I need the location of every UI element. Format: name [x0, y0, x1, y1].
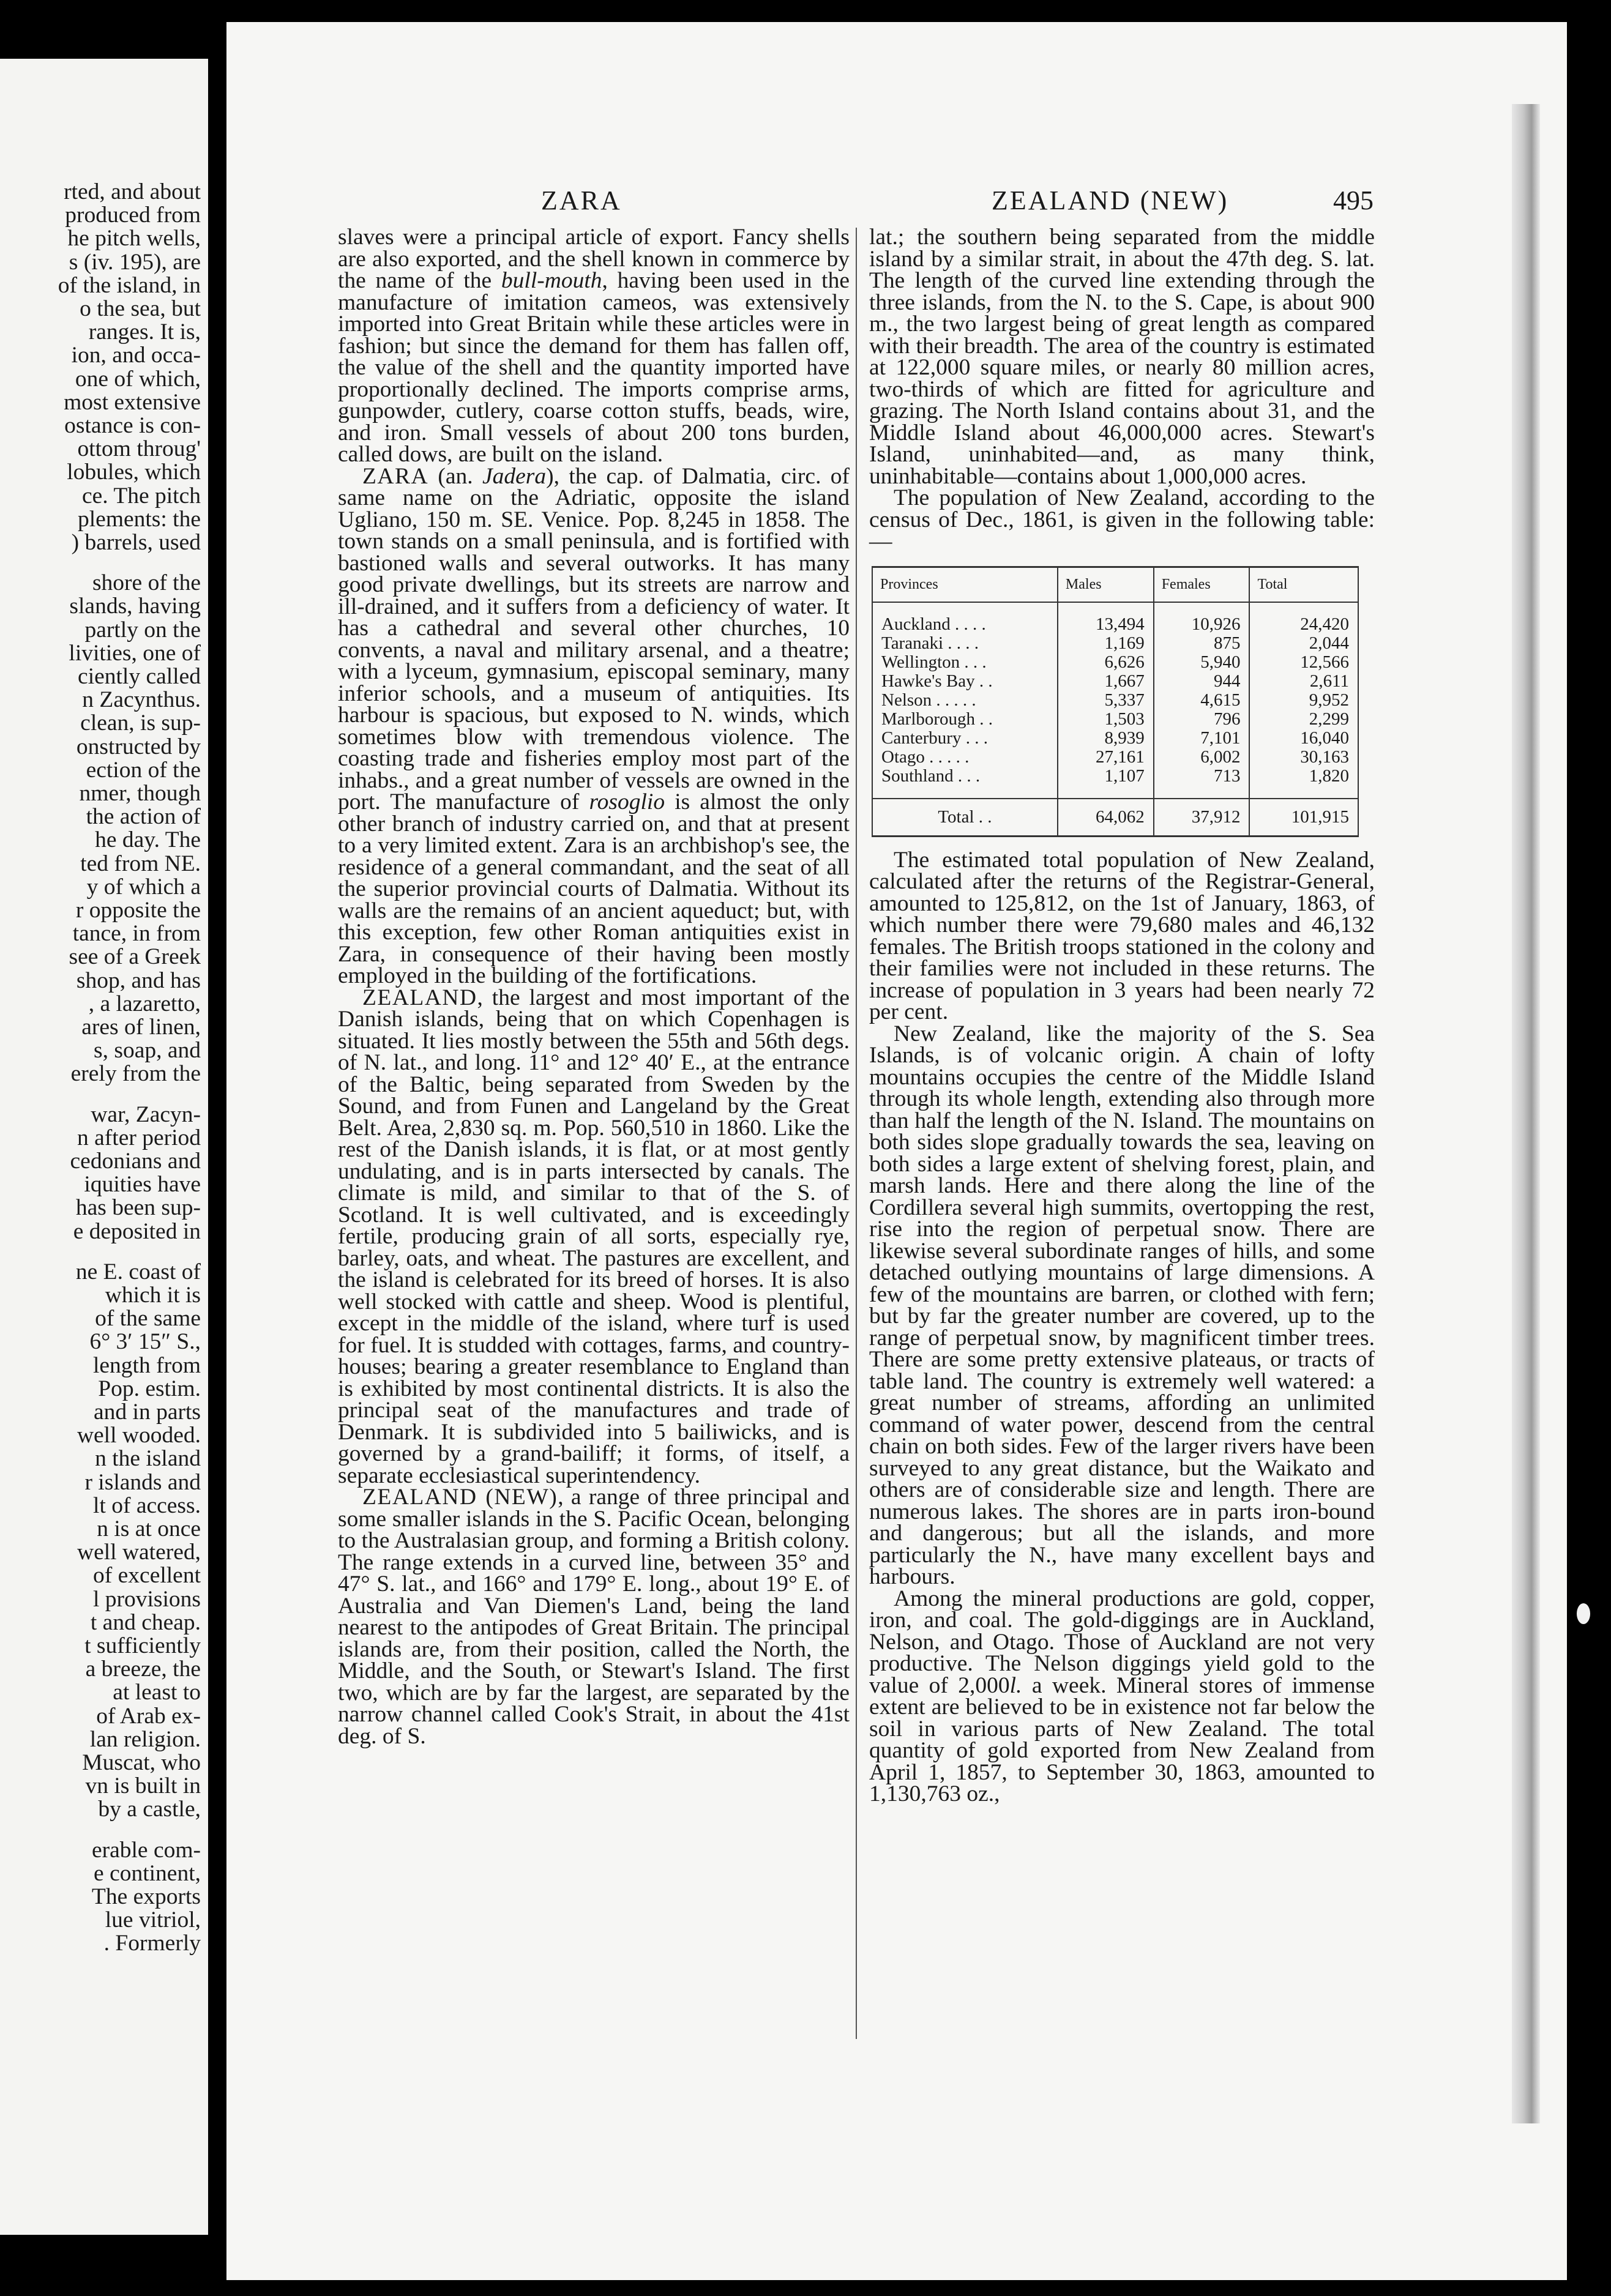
previous-page-line: t and cheap.: [90, 1609, 201, 1635]
previous-page-line: ection of the: [86, 757, 201, 783]
previous-page-line: of the island, in: [58, 272, 201, 298]
table-row: [872, 748, 1358, 767]
previous-page-line: n the island: [95, 1446, 201, 1472]
previous-page-line: t sufficiently: [84, 1633, 201, 1658]
previous-page-line: and in parts: [94, 1400, 201, 1425]
cell-province: Otago . . . . .: [872, 748, 1058, 767]
right-column: [869, 226, 1375, 1805]
previous-page-line: partly on the: [84, 617, 201, 643]
column-header: Females: [1154, 567, 1250, 602]
italic-term: l.: [1009, 1672, 1022, 1698]
paragraph-shell-trade: [338, 226, 850, 466]
cell-total: 30,163: [1249, 748, 1358, 767]
text-run: (an.: [428, 463, 482, 489]
total-females: 37,912: [1154, 799, 1250, 837]
previous-page-line: ce. The pitch: [81, 483, 201, 509]
previous-page-line: clean, is sup-: [80, 710, 201, 736]
cell-province: Taranaki . . . .: [872, 634, 1058, 653]
previous-page-line: war, Zacyn-: [91, 1101, 201, 1127]
previous-page-line: ottom throug': [77, 436, 201, 462]
previous-page-line: Muscat, who: [82, 1750, 201, 1775]
table-row: [872, 710, 1358, 729]
page-number: 495: [1333, 185, 1374, 215]
previous-page-line: has been sup-: [75, 1195, 201, 1221]
cell-males: 8,939: [1058, 729, 1154, 748]
previous-page-line: well watered,: [77, 1540, 201, 1565]
cell-total: 12,566: [1249, 653, 1358, 672]
cell-females: 7,101: [1154, 729, 1250, 748]
cell-province: Marlborough . .: [872, 710, 1058, 729]
previous-page-line: erable com-: [91, 1837, 201, 1863]
previous-page-line: lue vitriol,: [105, 1907, 201, 1933]
paragraph-geography: lat.; the southern being separated from the middle island by a similar strait, in about the 47th deg. S. lat. The length of the curved line extending through the three islands, from the N. to the S. Cape, is about 900 m., the two largest being of great length as compared with their breadth. The area of the country is estimated at 122,000 square miles, or nearly 80 million acres, two-thirds of which are fitted for agriculture and grazing. The North Island contains about 31, and the Middle Island about 46,000,000 acres. Stewart's Island, uninhabited—and, as many think, uninhabitable—contains about 1,000,000 acres.: [869, 225, 1375, 489]
previous-page-line: livities, one of: [69, 640, 201, 666]
previous-page-line: ciently called: [78, 664, 201, 689]
italic-term: rosoglio: [589, 789, 665, 814]
total-total: 101,915: [1249, 799, 1358, 837]
italic-term: bull-mouth: [501, 268, 602, 293]
table-row: [872, 602, 1358, 634]
previous-page-line: shore of the: [92, 570, 201, 596]
previous-page-line: iquities have: [84, 1172, 201, 1198]
text-run: slaves were a principal article of export. Fancy shells are also exported, and the shell known in commerce by the name of the: [338, 225, 850, 293]
cell-males: 1,503: [1058, 710, 1154, 729]
total-males: 64,062: [1058, 799, 1154, 837]
cell-total: 24,420: [1249, 602, 1358, 634]
cell-total: 1,820: [1249, 767, 1358, 799]
previous-page-line: one of which,: [75, 366, 201, 392]
cell-females: 6,002: [1154, 748, 1250, 767]
cell-province: Southland . . .: [872, 767, 1058, 799]
previous-page-line: vn is built in: [85, 1773, 201, 1799]
cell-males: 27,161: [1058, 748, 1154, 767]
previous-page-line: ted from NE.: [80, 851, 201, 876]
cell-province: Nelson . . . . .: [872, 691, 1058, 710]
text-run: , a range of three principal and some smaller islands in the S. Pacific Ocean, belonging to the Australasian group, and forming a British colony. The range extends in a curved line, between 35° and 47° S. lat., and 166° and 179° E. long., about 19° E. of Australia and Van Diemen's Land, being the land nearest to the antipodes of Great Britain. The principal islands are, from their position, called the North, the Middle, and the South, or Stewart's Island. The first two, which are by far the largest, are separated by the narrow channel called Cook's Strait, in about the 41st deg. of S.: [338, 1485, 850, 1749]
paragraph-estimated-population: The estimated total population of New Zealand, calculated after the returns of the Registrar-General, amounted to 125,812, on the 1st of January, 1863, of which number there were 79,680 males and 46,132 females. The British troops stationed in the colony and their families were not included in these returns. The increase of population in 3 years had been nearly 72 per cent.: [869, 847, 1375, 1024]
entry-heading: ZEALAND (NEW): [362, 1485, 558, 1510]
previous-page-line: by a castle,: [98, 1797, 201, 1822]
entry-zara: [338, 463, 850, 988]
cell-females: 4,615: [1154, 691, 1250, 710]
previous-page-line: ion, and occa-: [71, 343, 201, 368]
column-header: Total: [1249, 567, 1358, 602]
previous-page-line: shop, and has: [76, 967, 201, 993]
previous-page-line: n Zacynthus.: [82, 687, 201, 713]
previous-page-line: e continent,: [94, 1860, 201, 1886]
cell-province: Canterbury . . .: [872, 729, 1058, 748]
cell-total: 2,044: [1249, 634, 1358, 653]
table-row: [872, 672, 1358, 691]
total-label: Total . .: [872, 799, 1058, 837]
previous-page-line: of the same: [95, 1306, 201, 1332]
previous-page-line: , a lazaretto,: [88, 991, 201, 1016]
left-column: [338, 226, 850, 1747]
previous-page-line: well wooded.: [77, 1423, 201, 1448]
table-row: [872, 634, 1358, 653]
italic-term: Jadera: [482, 463, 547, 489]
previous-page-line: at least to: [113, 1680, 201, 1705]
entry-heading: ZEALAND: [362, 985, 477, 1010]
previous-page-line: of excellent: [93, 1563, 201, 1589]
entry-heading: ZARA: [362, 463, 429, 489]
previous-page-line: n is at once: [97, 1516, 201, 1541]
column-divider: [856, 228, 857, 2039]
column-header: Provinces: [872, 567, 1058, 602]
previous-page-line: l provisions: [92, 1586, 201, 1612]
previous-page-line: n after period: [77, 1125, 201, 1150]
cell-males: 1,169: [1058, 634, 1154, 653]
previous-page-line: lan religion.: [89, 1726, 201, 1752]
previous-page-line: ostance is con-: [64, 413, 201, 438]
previous-page-line: lt of access.: [93, 1493, 201, 1518]
previous-page-line: o the sea, but: [80, 296, 201, 321]
cell-total: 2,611: [1249, 672, 1358, 691]
cell-province: Wellington . . .: [872, 653, 1058, 672]
previous-page-line: Pop. estim.: [98, 1376, 201, 1401]
cell-males: 1,667: [1058, 672, 1154, 691]
previous-page-line: e deposited in: [73, 1218, 201, 1244]
running-head-left: ZARA: [541, 185, 622, 215]
previous-page-line: most extensive: [64, 389, 201, 415]
previous-page-line: a breeze, the: [85, 1657, 201, 1682]
previous-page-line: produced from: [65, 203, 201, 228]
text-run: Among the mineral productions are gold, copper, iron, and coal. The gold-diggings are in Auckland, Nelson, and Otago. Those of Auckland are not very productive. The Nelson diggings yield gold to the value of 2,000: [869, 1586, 1375, 1698]
previous-page-line: lobules, which: [67, 460, 201, 485]
population-table: [872, 566, 1359, 837]
previous-page-line: erely from the: [70, 1061, 201, 1087]
previous-page-line: ne E. coast of: [75, 1259, 201, 1284]
cell-province: Hawke's Bay . .: [872, 672, 1058, 691]
cell-females: 713: [1154, 767, 1250, 799]
previous-page-line: plements: the: [78, 506, 201, 532]
cell-males: 13,494: [1058, 602, 1154, 634]
previous-page-line: s, soap, and: [94, 1038, 201, 1064]
cell-females: 5,940: [1154, 653, 1250, 672]
previous-page-line: cedonians and: [70, 1149, 201, 1174]
previous-page-line: he day. The: [95, 827, 201, 853]
table-header-row: [872, 567, 1358, 602]
entry-zealand: [338, 987, 850, 1487]
previous-page-line: nmer, though: [79, 781, 201, 806]
table-row: [872, 691, 1358, 710]
cell-females: 875: [1154, 634, 1250, 653]
cell-females: 796: [1154, 710, 1250, 729]
previous-page-line: he pitch wells,: [67, 226, 201, 252]
previous-page-line: r opposite the: [75, 898, 201, 923]
previous-page-line: y of which a: [86, 874, 201, 900]
cell-males: 6,626: [1058, 653, 1154, 672]
running-head-right: ZEALAND (NEW): [992, 185, 1229, 215]
previous-page-line: of Arab ex-: [96, 1703, 201, 1729]
text-run: , the largest and most important of the Danish islands, being that on which Copenhagen is situated. It lies mostly between the 55th and 56th degs. of N. lat., and long. 11° and 12° 40′ E., at the entrance of the Baltic, being separated from Sweden by the Sound, and from Funen and Langeland by the Great Belt. Area, 2,830 sq. m. Pop. 560,510 in 1860. Like the rest of the Danish islands, it is flat, or at most gently undulating, and is in parts intersected by canals. The climate is mild, and similar to that of the S. of Scotland. It is well cultivated, and is exceedingly fertile, producing grain of all sorts, especially rye, barley, oats, and wheat. The pastures are excellent, and the island is celebrated for its breed of horses. It is also well stocked with cattle and sheep. Wood is plentiful, except in the middle of the island, where turf is used for fuel. It is studded with cottages, farms, and country-houses; bearing a greater resemblance to England than is exhibited by most continental districts. It is also the principal seat of the manufactures and trade of Denmark. It is subdivided into 5 bailiwicks, and is governed by a grand-bailiff; it forms, of itself, a separate ecclesiastical superintendency.: [338, 985, 850, 1488]
paragraph-physical-features: New Zealand, like the majority of the S. Sea Islands, is of volcanic origin. A chain of lofty mountains occupies the centre of the Middle Island through its whole length, extending also through more than half the length of the N. Island. The mountains on both sides slope gradually towards the sea, leaving on both sides a large extent of shelving forest, plain, and marsh lands. Here and there along the line of the Cordillera several high summits, overtopping the rest, rise into the region of perpetual snow. There are likewise several subordinate ranges of hills, and some detached outlying mountains of large dimensions. A few of the mountains are barren, or clothed with fern; but by far the greater number are covered, up to the range of perpetual snow, by magnificent timber trees. There are some pretty extensive plateaus, or tracts of table land. The country is extremely well watered: a great number of streams, affording an unlimited command of water power, descend from the central chain on both sides. Few of the larger rivers have been surveyed to any great distance, but the Waikato and others are of considerable size and length. There are numerous lakes. The shores are in parts iron-bound and dangerous; but all the islands, and more particularly the N., have many excellent bays and harbours.: [869, 1021, 1375, 1589]
previous-page-line: ares of linen,: [81, 1015, 201, 1040]
page-fold-shadow: [1512, 104, 1540, 2123]
cell-females: 10,926: [1154, 602, 1250, 634]
table-total-row: [872, 799, 1358, 837]
previous-page-line: rted, and about: [64, 179, 201, 204]
text-run: a week. Mineral stores of immense extent are believed to be in existence not far below the soil in various parts of New Zealand. The total quantity of gold exported from New Zealand from April 1, 1857, to September 30, 1863, amounted to 1,130,763 oz.,: [869, 1672, 1375, 1806]
cell-males: 5,337: [1058, 691, 1154, 710]
text-run: is almost the only other branch of industry carried on, and that at present to a very limited extent. Zara is an archbishop's see, the residence of a general commandant, and the seat of all the superior provincial courts of Dalmatia. Without its walls are the remains of an ancient aqueduct; but, with this exception, few other Roman antiquities exist in Zara, in consequence of their having been mostly employed in the building of the fortifications.: [338, 789, 850, 988]
cell-males: 1,107: [1058, 767, 1154, 799]
cell-total: 9,952: [1249, 691, 1358, 710]
table-body: [872, 602, 1358, 799]
cell-total: 2,299: [1249, 710, 1358, 729]
paragraph-minerals: [869, 1588, 1375, 1805]
previous-page-line: . Formerly: [103, 1931, 201, 1956]
table-row: [872, 767, 1358, 799]
previous-page-line: slands, having: [69, 594, 201, 619]
text-run: ), the cap. of Dalmatia, circ. of same name on the Adriatic, opposite the island Ugliano, 150 m. SE. Venice. Pop. 8,245 in 1858. The town stands on a small peninsula, and is fortified with bastioned walls and several outworks. It has many good private dwellings, but its streets are narrow and ill-drained, and it suffers from a deficiency of water. It has a cathedral and several other churches, 10 convents, a naval and military arsenal, and a theatre; with a lyceum, gymnasium, episcopal seminary, many inferior schools, and a museum of antiquities. Its harbour is spacious, but exposed to N. winds, which sometimes blow with tremendous violence. The coasting trade and fisheries employ most part of the inhabs., and a great number of vessels are owned in the port. The manufacture of: [338, 463, 850, 814]
previous-page-edge: [0, 59, 208, 2235]
previous-page-line: tance, in from: [72, 921, 201, 947]
table-row: [872, 729, 1358, 748]
cell-province: Auckland . . . .: [872, 602, 1058, 634]
paragraph-census-intro: The population of New Zealand, according to the census of Dec., 1861, is given in the following table:—: [869, 485, 1375, 554]
previous-page-line: the action of: [86, 804, 201, 830]
cell-total: 16,040: [1249, 729, 1358, 748]
cell-females: 944: [1154, 672, 1250, 691]
previous-page-line: 6° 3′ 15″ S.,: [89, 1329, 201, 1355]
previous-page-line: s (iv. 195), are: [69, 249, 201, 275]
column-header: Males: [1058, 567, 1154, 602]
previous-page-line: see of a Greek: [69, 944, 201, 970]
previous-page-line: ) barrels, used: [71, 530, 201, 555]
previous-page-line: ranges. It is,: [88, 319, 201, 345]
text-run: , having been used in the manufacture of imitation cameos, was extensively imported into Great Britain while these articles were in fashion; but since the demand for them has fallen off, the value of the shell and the quantity imported have proportionally declined. The imports comprise arms, gunpowder, cutlery, coarse cotton stuffs, beads, wire, and iron. Small vessels of about 200 tons burden, called dows, are built on the island.: [338, 268, 850, 467]
previous-page-line: The exports: [91, 1884, 201, 1909]
scan-speck: [1577, 1603, 1590, 1624]
previous-page-line: onstructed by: [76, 734, 201, 759]
previous-page-line: r islands and: [84, 1469, 201, 1495]
previous-page-line: length from: [92, 1352, 201, 1378]
previous-page-line: which it is: [105, 1283, 201, 1308]
table-row: [872, 653, 1358, 672]
entry-zealand-new: [338, 1486, 850, 1747]
